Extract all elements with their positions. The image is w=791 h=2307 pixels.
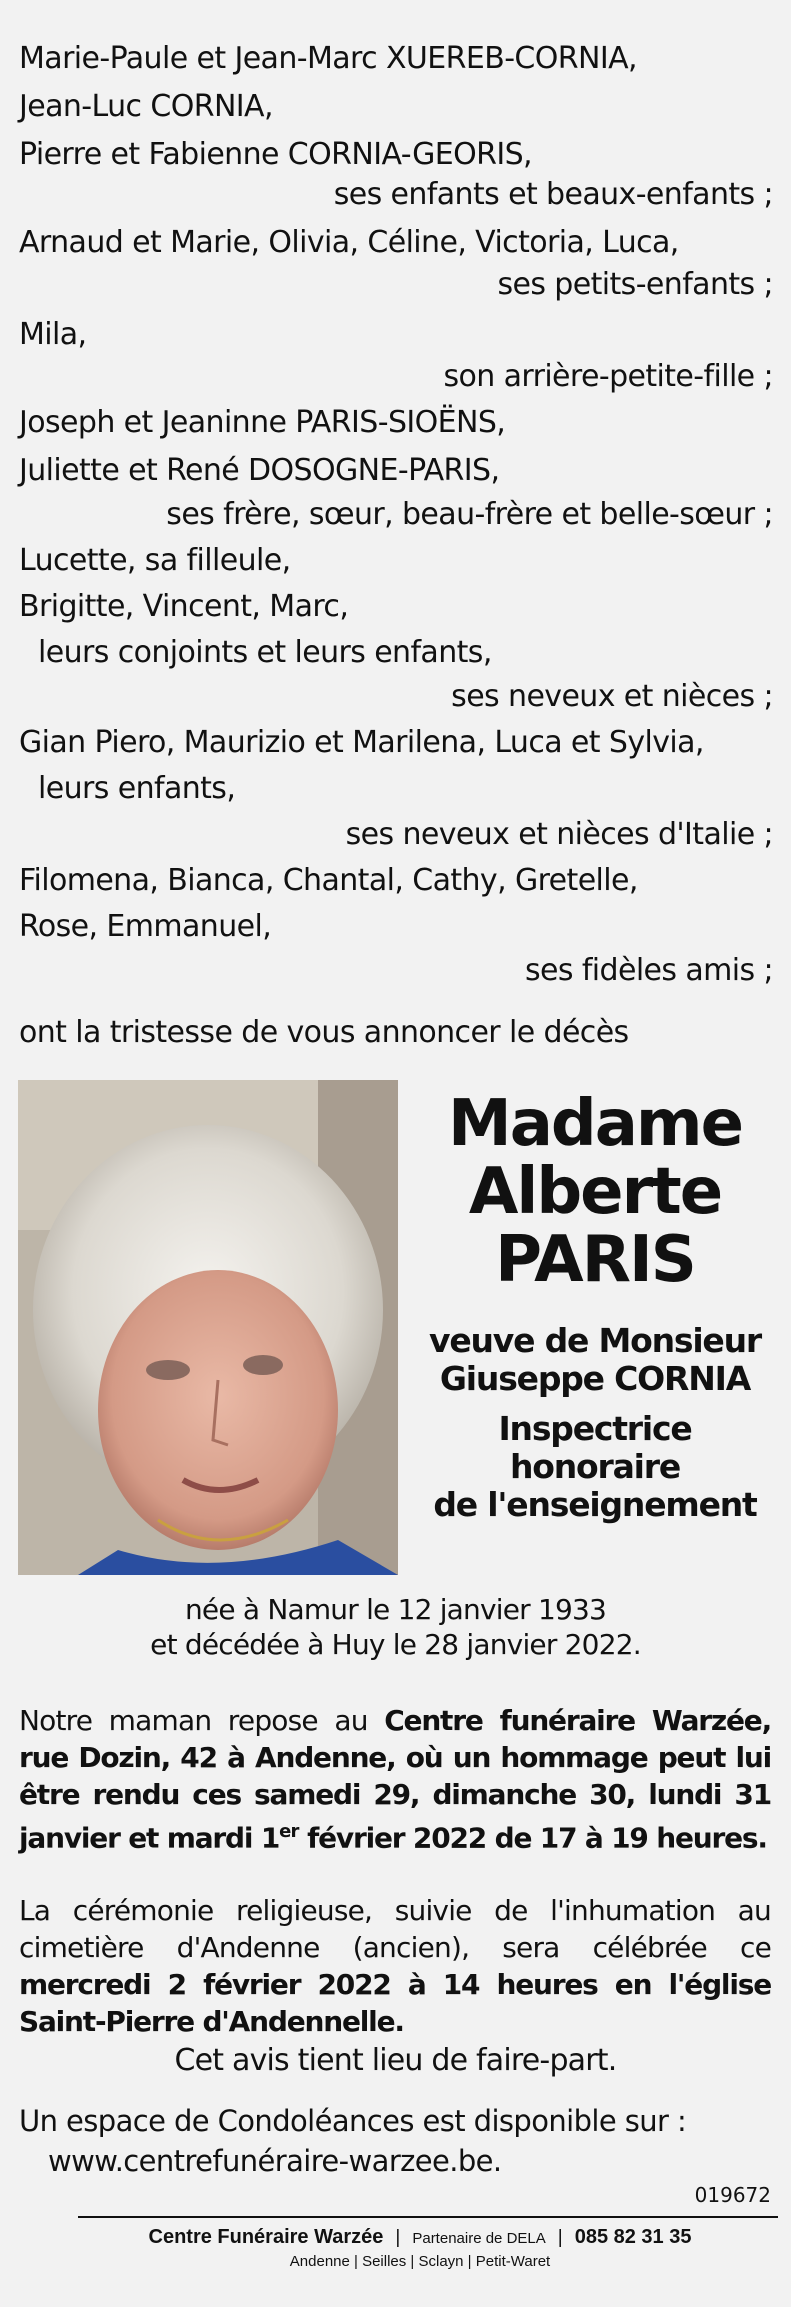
- deceased-block: [410, 1087, 780, 1524]
- family-line: Mila,: [19, 317, 87, 352]
- family-line: Brigitte, Vincent, Marc,: [19, 589, 349, 624]
- relation-line: son arrière-petite-fille ;: [443, 359, 773, 394]
- funeral-home-name: Centre Funéraire Warzée: [148, 2226, 384, 2248]
- family-line: Arnaud et Marie, Olivia, Céline, Victoria, Luca,: [19, 225, 679, 260]
- profession-line: Inspectrice honoraire: [498, 1409, 692, 1486]
- separator: |: [395, 2227, 401, 2248]
- ceremony-intro: La cérémonie religieuse, suivie de l'inhumation au cimetière d'Andenne (ancien), sera célébrée ce: [19, 1894, 771, 1964]
- family-line: leurs conjoints et leurs enfants,: [38, 635, 492, 670]
- family-line: Lucette, sa filleule,: [19, 543, 291, 578]
- footer-divider: [78, 2216, 778, 2218]
- family-line: Juliette et René DOSOGNE-PARIS,: [19, 453, 500, 488]
- visitation-hours: février 2022 de 17 à 19 heures.: [298, 1821, 767, 1855]
- family-line: Joseph et Jeaninne PARIS-SIOËNS,: [19, 405, 506, 440]
- profession-line: de l'enseignement: [433, 1485, 757, 1524]
- portrait-photo: [18, 1080, 398, 1575]
- ceremony-paragraph: [19, 1892, 771, 2040]
- portrait-illustration: [18, 1080, 398, 1575]
- relation-line: ses enfants et beaux-enfants ;: [333, 177, 773, 212]
- relation-line: ses neveux et nièces ;: [451, 679, 773, 714]
- family-line: Marie-Paule et Jean-Marc XUEREB-CORNIA,: [19, 41, 637, 76]
- locations: Andenne | Seilles | Sclayn | Petit-Waret: [289, 2253, 551, 2270]
- family-line: Pierre et Fabienne CORNIA-GEORIS,: [19, 137, 532, 172]
- spouse-name: Giuseppe CORNIA: [439, 1359, 751, 1398]
- announcement: ont la tristesse de vous annoncer le décès: [19, 1015, 629, 1050]
- family-line: leurs enfants,: [38, 771, 236, 806]
- death-date: et décédée à Huy le 28 janvier 2022.: [150, 1628, 641, 1661]
- condolences-line: Un espace de Condoléances est disponible sur :: [19, 2104, 687, 2138]
- relation-line: ses neveux et nièces d'Italie ;: [345, 817, 773, 852]
- relation-line: ses frère, sœur, beau-frère et belle-sœur ;: [166, 497, 773, 532]
- deceased-title: Madame: [448, 1087, 742, 1161]
- deceased-first-name: Alberte: [468, 1155, 722, 1229]
- family-line: Gian Piero, Maurizio et Marilena, Luca et Sylvia,: [19, 725, 704, 760]
- ceremony-details: mercredi 2 février 2022 à 14 heures en l'église Saint-Pierre d'Andennelle.: [19, 1968, 771, 2038]
- deceased-last-name: PARIS: [495, 1223, 695, 1297]
- widow-line: veuve de Monsieur: [429, 1321, 761, 1360]
- condolences-url[interactable]: www.centrefunéraire-warzee.be.: [48, 2144, 502, 2178]
- family-line: Rose, Emmanuel,: [19, 909, 272, 944]
- relation-line: ses petits-enfants ;: [497, 267, 773, 302]
- reference-number: 019672: [694, 2183, 771, 2207]
- ordinal-suffix: er: [279, 1821, 299, 1842]
- family-line: Filomena, Bianca, Chantal, Cathy, Gretelle,: [19, 863, 638, 898]
- visitation-details: Centre funéraire Warzée, rue Dozin, 42 à Andenne, où un hommage peut lui être rendu ces samedi 29, dimanche 30, lundi 31 janvier et mardi 1: [19, 1704, 772, 1855]
- birth-date: née à Namur le 12 janvier 1933: [184, 1593, 607, 1626]
- visitation-intro: Notre maman repose au: [19, 1704, 385, 1737]
- relation-line: ses fidèles amis ;: [524, 953, 773, 988]
- family-line: Jean-Luc CORNIA,: [19, 89, 273, 124]
- phone-number: 085 82 31 35: [574, 2226, 692, 2248]
- separator: |: [557, 2227, 563, 2248]
- partner-text: Partenaire de DELA: [412, 2230, 546, 2247]
- visitation-paragraph: [19, 1702, 771, 1856]
- notice-text: Cet avis tient lieu de faire-part.: [174, 2043, 617, 2078]
- funeral-home-footer: [60, 2224, 780, 2272]
